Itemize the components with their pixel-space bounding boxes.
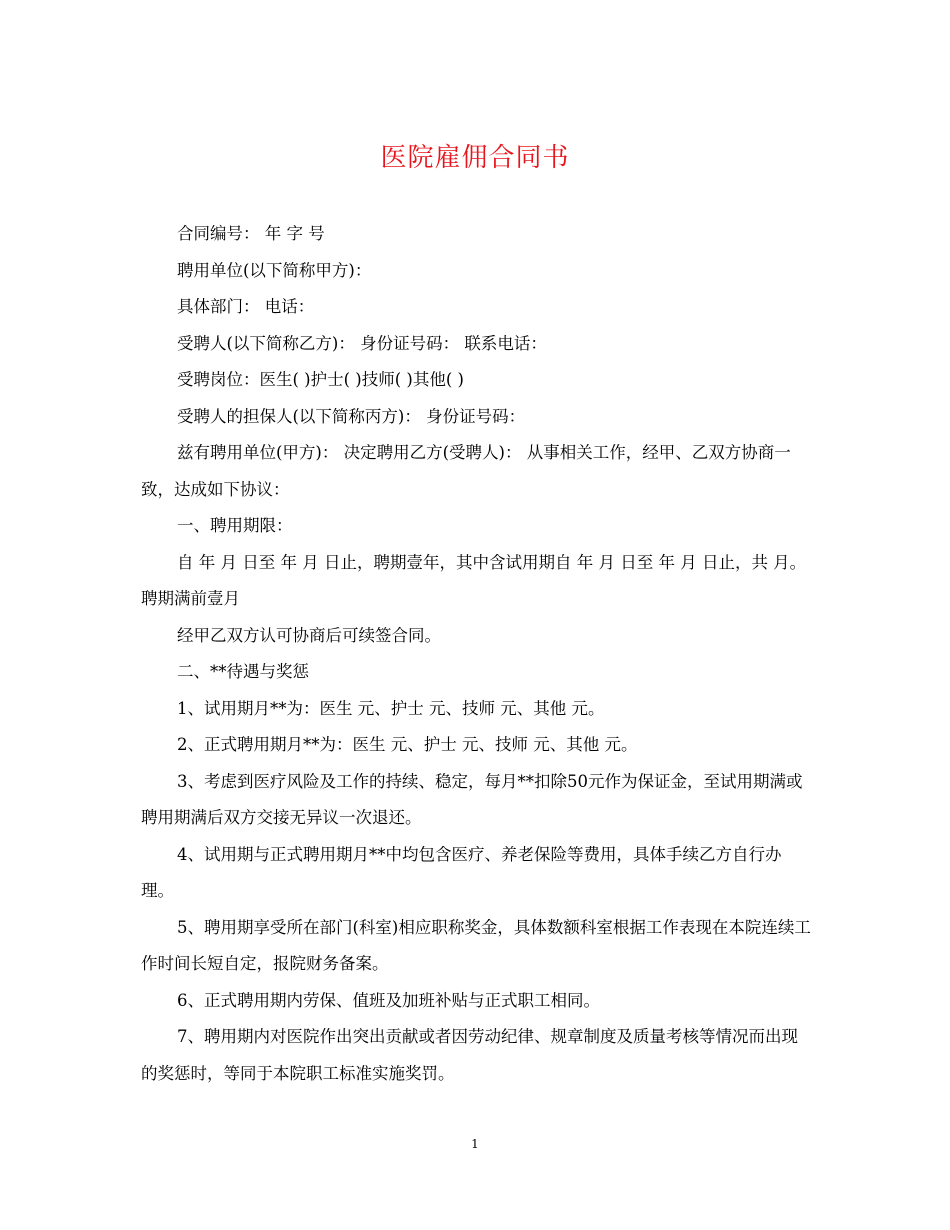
paragraph-department: 具体部门： 电话： [177,297,315,316]
paragraph-term-dates: 自 年 月 日至 年 月 日止，聘期壹年，其中含试用期自 年 月 日至 年 月 日止，共 月。聘期满前壹月 [141,552,807,608]
clause-2: 2、正式聘用期月**为：医生 元、护士 元、技师 元、其他 元。 [177,735,638,754]
paragraph-employer: 聘用单位(以下简称甲方)： [177,260,372,280]
clause-4: 4、试用期与正式聘用期月**中均包含医疗、养老保险等费用，具体手续乙方自行办理。 [141,844,782,900]
paragraph-agreement-intro: 兹有聘用单位(甲方)： 决定聘用乙方(受聘人)： 从事相关工作，经甲、乙双方协商一致，达成如下协议： [141,443,791,499]
clause-3: 3、考虑到医疗风险及工作的持续、稳定，每月**扣除50元作为保证金，至试用期满或聘用期满后双方交接无异议一次退还。 [141,771,803,827]
clause-5: 5、聘用期享受所在部门(科室)相应职称奖金，具体数额科室根据工作表现在本院连续工作时间长短自定，报院财务备案。 [141,917,811,973]
clause-7: 7、聘用期内对医院作出突出贡献或者因劳动纪律、规章制度及质量考核等情况而出现的奖惩时，等同于本院职工标准实施奖罚。 [141,1027,798,1083]
paragraph-renewal: 经甲乙双方认可协商后可续签合同。 [177,625,441,645]
clause-1: 1、试用期月**为：医生 元、护士 元、技师 元、其他 元。 [177,698,605,718]
paragraph-position: 受聘岗位：医生( )护士( )技师( )其他( ) [177,370,464,389]
paragraph-guarantor: 受聘人的担保人(以下简称丙方)： 身份证号码： [177,406,526,426]
paragraph-contract-number: 合同编号： 年 字 号 [177,224,325,243]
page-number: 1 [471,1137,479,1151]
clause-6: 6、正式聘用期内劳保、值班及加班补贴与正式职工相同。 [177,990,600,1010]
section-heading-term: 一、聘用期限： [177,516,293,535]
section-heading-pay: 二、**待遇与奖惩 [177,662,309,681]
document-body [141,216,811,1092]
paragraph-employee: 受聘人(以下简称乙方)： 身份证号码： 联系电话： [177,333,547,353]
document-title: 医院雇佣合同书 [380,143,570,173]
